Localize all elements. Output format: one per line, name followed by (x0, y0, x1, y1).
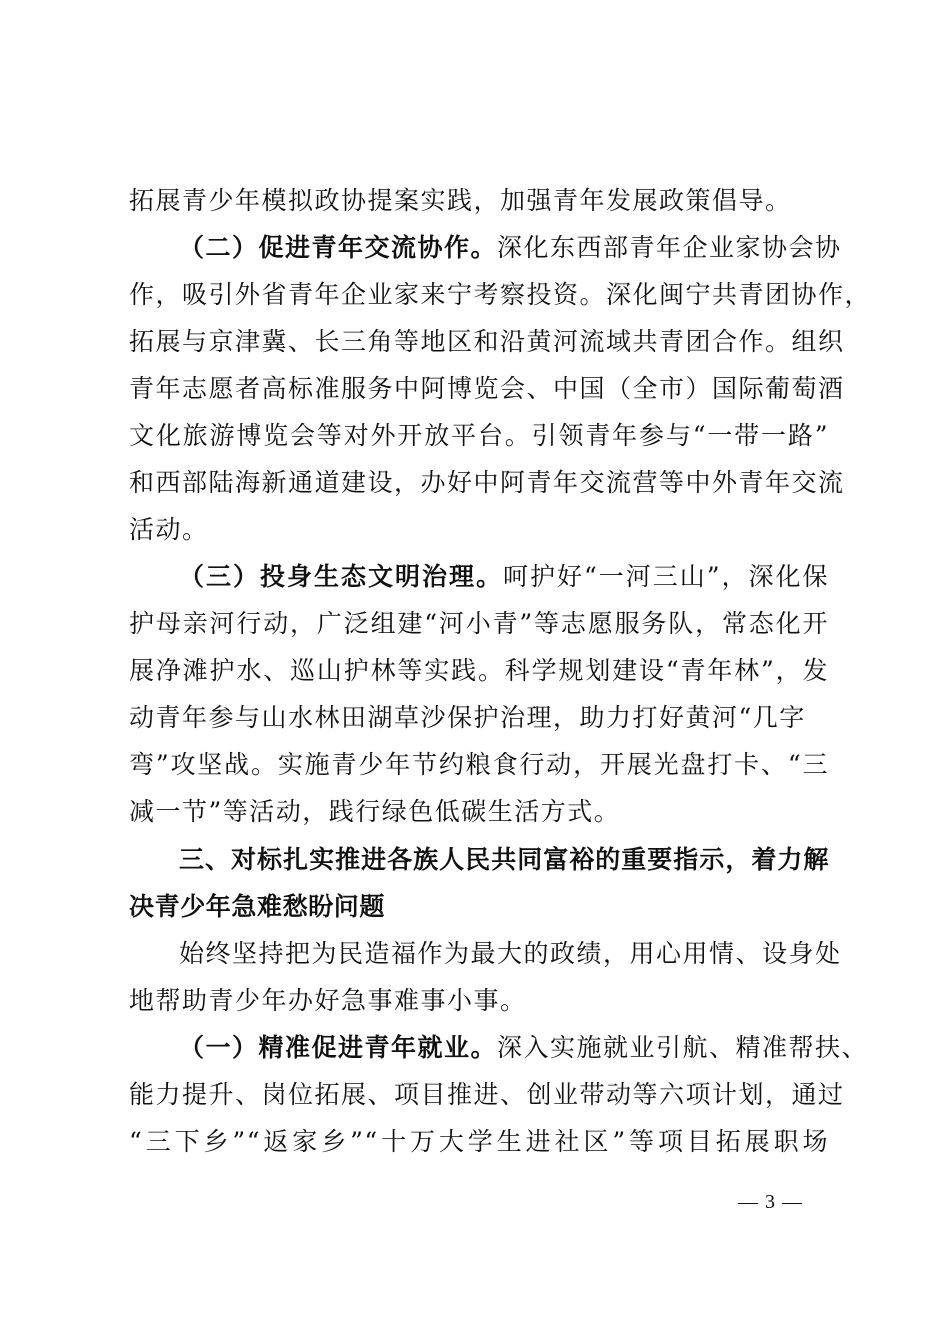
paragraph-2-line-4: 青年志愿者高标准服务中阿博览会、中国（全市）国际葡萄酒 (129, 374, 845, 403)
page-number: — 3 — (738, 1191, 803, 1213)
body-line-1: 拓展青少年模拟政协提案实践，加强青年发展政策倡导。 (129, 186, 792, 215)
section-lead-cooperation: （二）促进青年交流协作。 (179, 233, 498, 262)
paragraph-2-text-start: 深化东西部青年企业家协会协 (497, 233, 842, 262)
paragraph-2-line-2: 作，吸引外省青年企业家来宁考察投资。深化闽宁共青团协作， (129, 280, 872, 309)
paragraph-5-line-2: 能力提升、岗位拓展、项目推进、创业带动等六项计划，通过 (129, 1080, 845, 1109)
paragraph-3-line-6: 减一节”等活动，践行绿色低碳生活方式。 (129, 797, 621, 826)
paragraph-2-line-7: 活动。 (129, 515, 209, 544)
paragraph-3-line-4: 动青年参与山水林田湖草沙保护治理，助力打好黄河“几字 (129, 703, 806, 732)
paragraph-3-line-1 (179, 562, 829, 592)
paragraph-5-line-3: “三下乡”“返家乡”“十万大学生进社区”等项目拓展职场 (129, 1127, 829, 1156)
paragraph-5-text-start: 深入实施就业引航、精准帮扶、 (497, 1033, 869, 1062)
paragraph-3-text-start: 呵护好“一河三山”，深化保 (502, 562, 829, 591)
paragraph-4-line-1: 始终坚持把为民造福作为最大的政绩，用心用情、设身处 (179, 939, 842, 968)
paragraph-2-line-5: 文化旅游博览会等对外开放平台。引领青年参与“一带一路” (129, 421, 829, 450)
paragraph-3-line-3: 展净滩护水、巡山护林等实践。科学规划建设“青年林”，发 (129, 656, 829, 685)
section-heading-line-2: 决青少年急难愁盼问题 (129, 892, 386, 921)
paragraph-2-line-1 (179, 233, 842, 263)
paragraph-2-line-3: 拓展与京津冀、长三角等地区和沿黄河流域共青团合作。组织 (129, 327, 845, 356)
section-lead-ecology: （三）投身生态文明治理。 (179, 562, 503, 591)
paragraph-3-line-2: 护母亲河行动，广泛组建“河小青”等志愿服务队，常态化开 (129, 609, 829, 638)
paragraph-2-line-6: 和西部陆海新通道建设，办好中阿青年交流营等中外青年交流 (129, 468, 845, 497)
paragraph-3-line-5: 弯”攻坚战。实施青少年节约粮食行动，开展光盘打卡、“三 (129, 750, 829, 779)
section-heading-line-1: 三、对标扎实推进各族人民共同富裕的重要指示，着力解 (179, 845, 829, 874)
paragraph-5-line-1 (179, 1033, 869, 1063)
section-lead-employment: （一）精准促进青年就业。 (179, 1033, 498, 1062)
paragraph-4-line-2: 地帮助青少年办好急事难事小事。 (129, 986, 527, 1015)
